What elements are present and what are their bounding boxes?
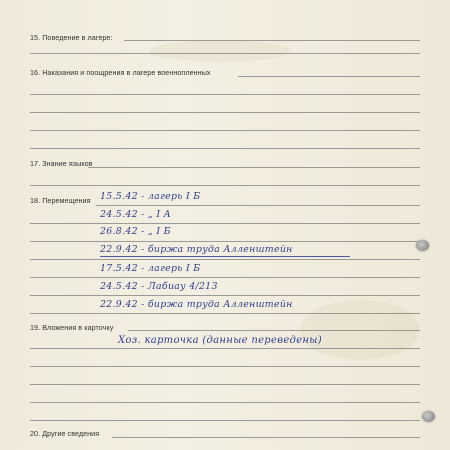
paper-stain <box>150 40 290 62</box>
field-15-line <box>124 40 420 41</box>
field-16-line <box>30 130 420 131</box>
field-19-label: 19. Вложения в карточку <box>30 323 114 332</box>
field-18-line <box>30 313 420 314</box>
field-18-line <box>30 277 420 278</box>
field-18-label: 18. Перемещения <box>30 196 91 205</box>
field-15-line <box>30 53 420 54</box>
field-19-line <box>128 330 420 331</box>
field-20-label: 20. Другие сведения <box>30 429 100 438</box>
field-15-label: 15. Поведение в лагере: <box>30 33 113 42</box>
field-18-line <box>96 205 420 206</box>
field-17-line <box>30 185 420 186</box>
field-18-line <box>30 259 420 260</box>
field-16-line <box>238 76 420 77</box>
field-20-line <box>112 437 420 438</box>
punch-hole <box>416 240 429 251</box>
attachment-entry: Хоз. карточка (данные переведены) <box>118 335 322 346</box>
field-19-line <box>30 348 420 349</box>
field-16-line <box>30 148 420 149</box>
field-16-line <box>30 112 420 113</box>
field-17-line <box>88 167 420 168</box>
field-19-line <box>30 402 420 403</box>
field-16-line <box>30 94 420 95</box>
field-17-label: 17. Знание языков <box>30 159 93 168</box>
movement-entry: 22.9.42 - биржа труда Алленштейн <box>100 299 293 310</box>
field-18-line <box>30 223 420 224</box>
movement-entry: 15.5.42 - лагерь I Б <box>100 191 201 202</box>
field-19-line <box>30 384 420 385</box>
movement-entry: 24.5.42 - „ I А <box>100 209 172 220</box>
movement-entry: 24.5.42 - Лабиау 4/213 <box>100 281 218 292</box>
punch-hole <box>422 411 435 422</box>
movement-entry: 17.5.42 - лагерь I Б <box>100 263 201 274</box>
field-19-line <box>30 420 420 421</box>
movement-entry: 22.9.42 - биржа труда Алленштейн <box>100 244 293 255</box>
field-16-label: 16. Наказания и поощрения в лагере военнопленных <box>30 68 211 77</box>
movement-entry: 26.8.42 - „ I Б <box>100 226 171 237</box>
field-18-line <box>30 295 420 296</box>
field-19-line <box>30 366 420 367</box>
field-18-line <box>30 241 420 242</box>
movement-entry-underline <box>100 256 350 257</box>
